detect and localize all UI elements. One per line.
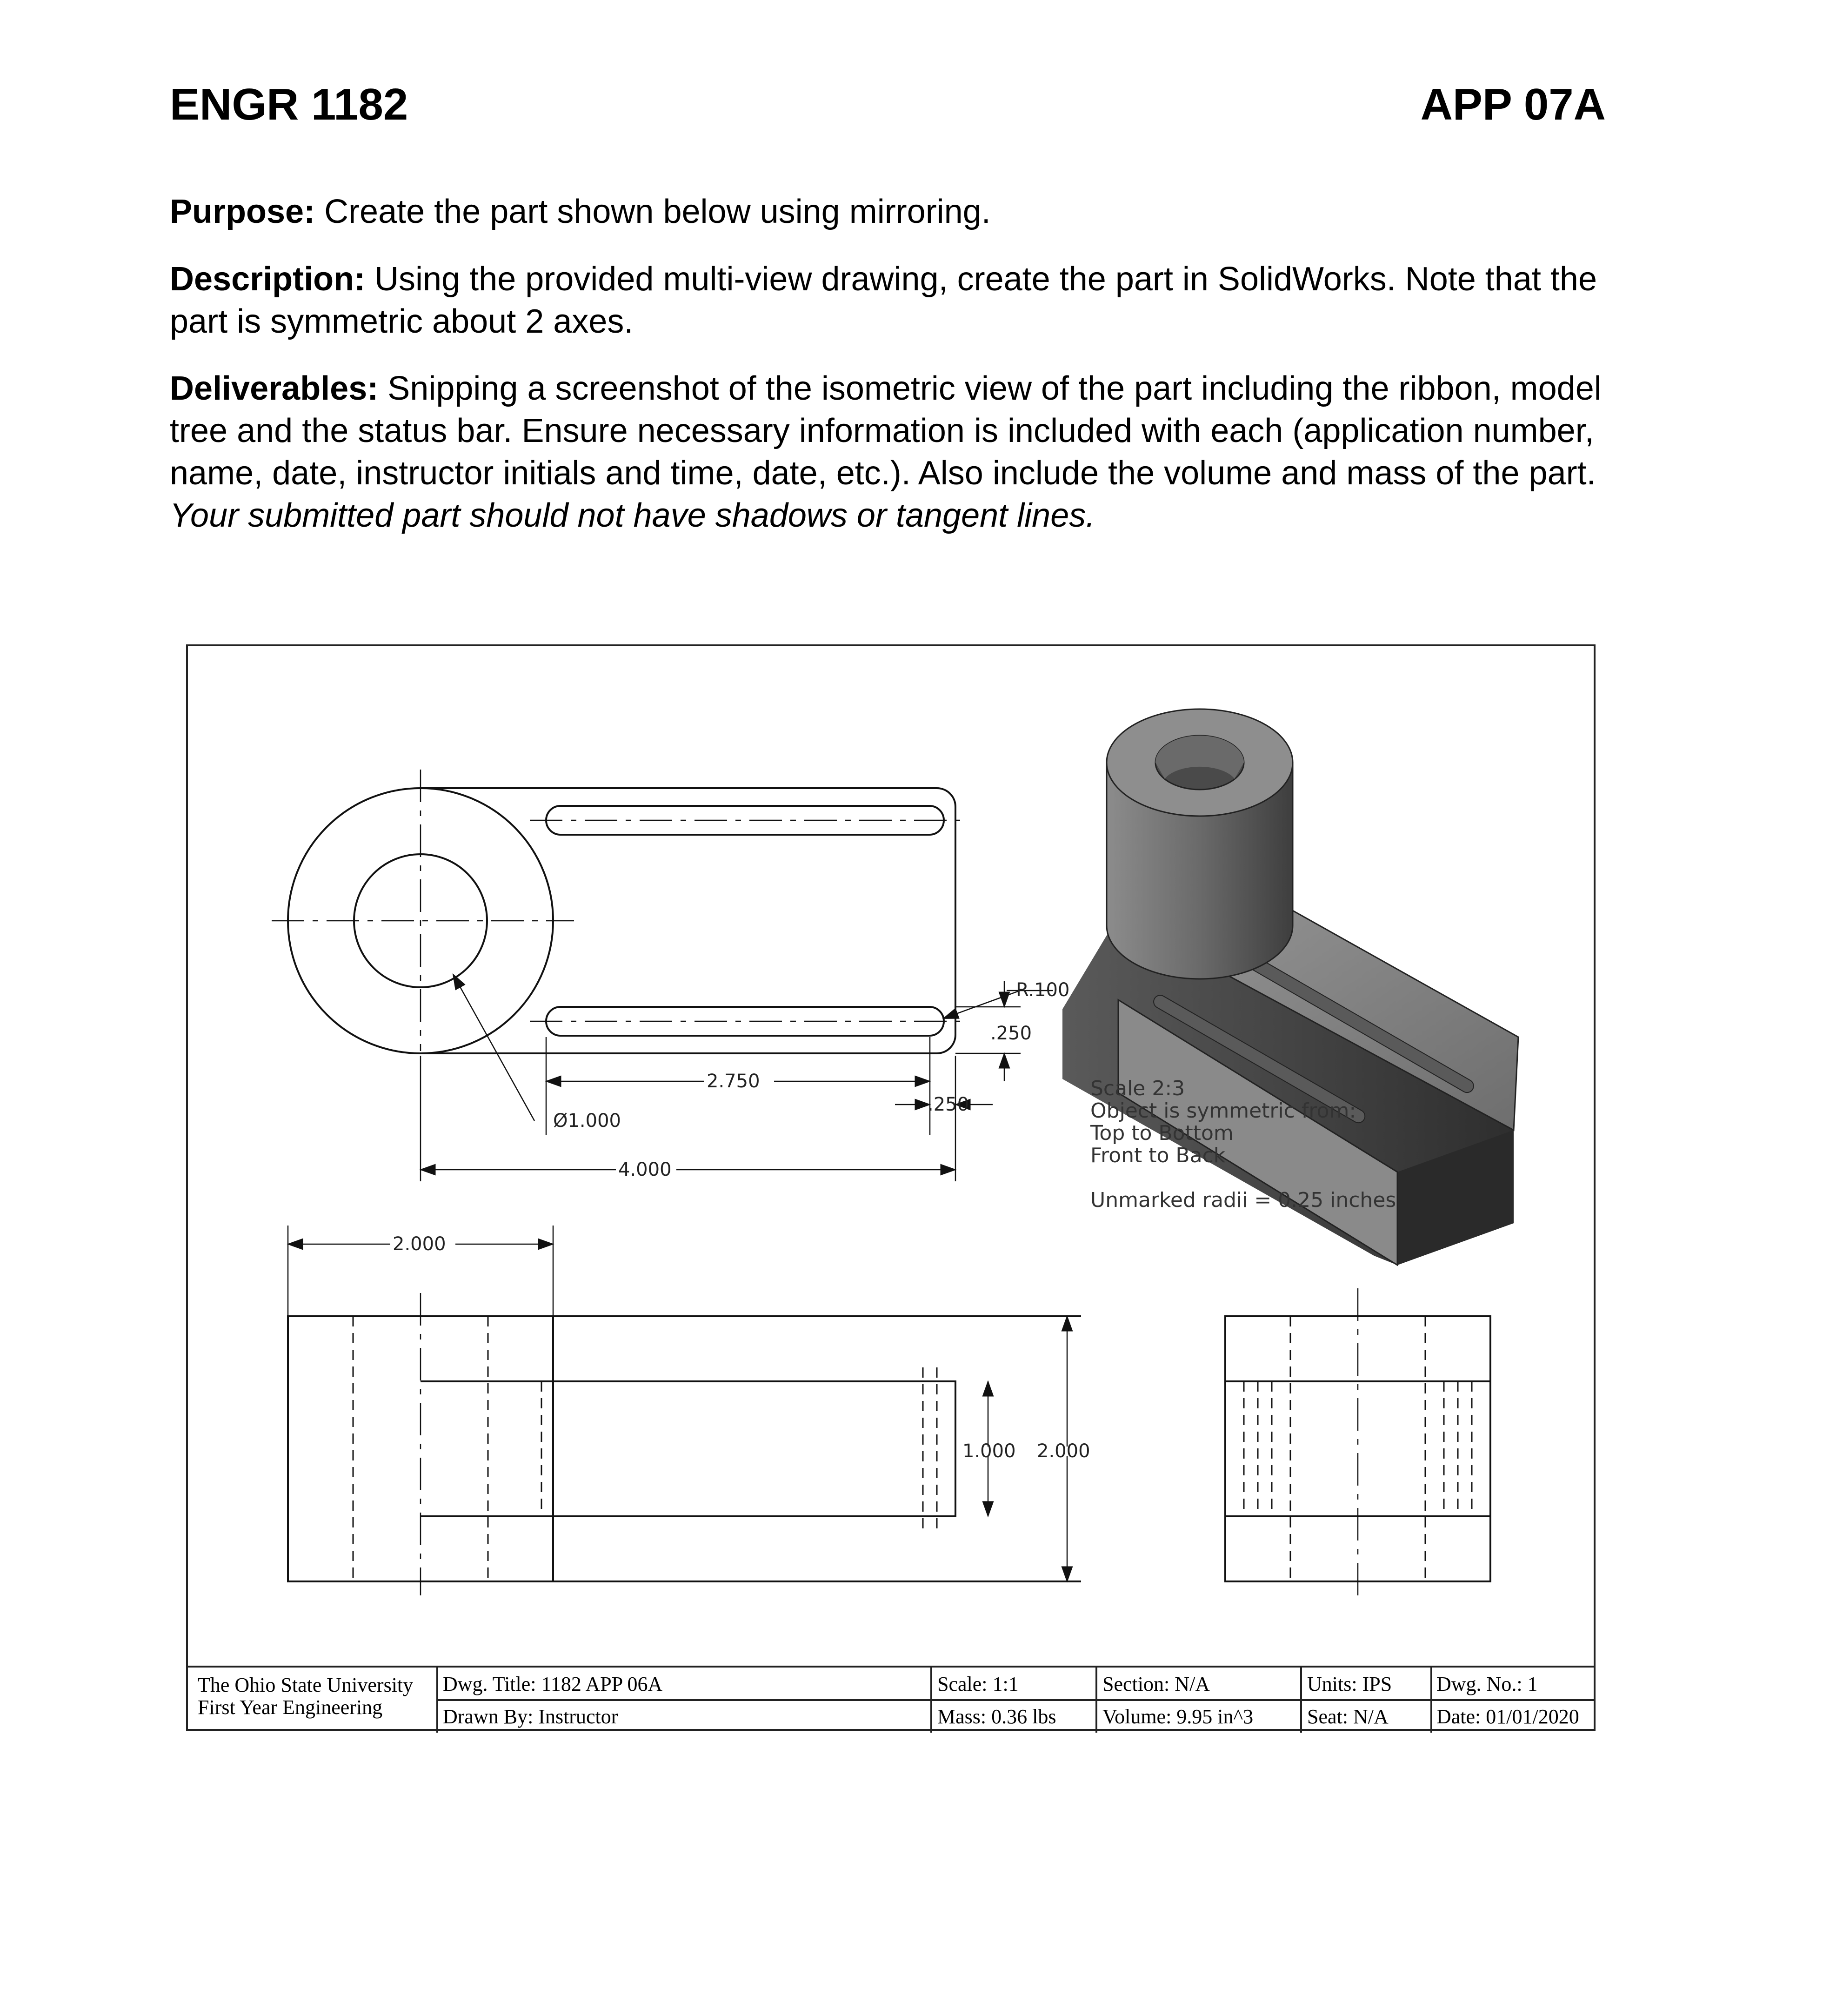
dwg-title: Dwg. Title: 1182 APP 06A [443, 1673, 663, 1695]
r100-label: R.100 [1016, 979, 1070, 1001]
org-line2: First Year Engineering [198, 1696, 383, 1719]
course-code: ENGR 1182 [170, 80, 408, 129]
engineering-drawing [188, 646, 1597, 1733]
section: Section: N/A [1102, 1673, 1210, 1695]
front-arm [421, 1381, 955, 1516]
front-view [288, 1226, 1090, 1595]
description-label: Description: [170, 261, 366, 298]
note-scale: Scale 2:3 [1090, 1077, 1185, 1100]
org-line1: The Ohio State University [198, 1674, 414, 1696]
seat: Seat: N/A [1307, 1705, 1389, 1728]
top-view [272, 770, 1069, 1181]
side-view [1225, 1288, 1490, 1595]
scale: Scale: 1:1 [937, 1673, 1019, 1695]
slot-width-label: .250 [990, 1023, 1032, 1044]
description-text: Using the provided multi-view drawing, create the part in SolidWorks. Note that the part is symmetric about 2 axes. [170, 261, 1597, 340]
date: Date: 01/01/2020 [1436, 1705, 1579, 1728]
d2750-label: 2.750 [707, 1071, 760, 1092]
drawing-sheet [186, 644, 1596, 1731]
deliverables-text: Snipping a screenshot of the isometric view of the part including the ribbon, model tree and the status bar. Ensure necessary information is included with each (application number, name, date, instructor initials and time, date, etc.). Also include the volume and mass of the part. [170, 370, 1602, 492]
note-symmetric: Object is symmetric from: [1090, 1099, 1356, 1123]
title-block [186, 1666, 1596, 1733]
d250-end-label: .250 [928, 1094, 969, 1115]
purpose-paragraph [170, 191, 1612, 233]
deliverables-paragraph [170, 368, 1612, 537]
note-front-back: Front to Back [1090, 1144, 1226, 1167]
description-paragraph [170, 258, 1612, 343]
d4000-label: 4.000 [618, 1159, 672, 1180]
deliverables-label: Deliverables: [170, 370, 379, 407]
note-top-bottom: Top to Bottom [1090, 1121, 1234, 1145]
mass: Mass: 0.36 lbs [937, 1705, 1056, 1728]
d1000-label: 1.000 [962, 1440, 1016, 1462]
note-radii: Unmarked radii = 0.25 inches [1090, 1188, 1396, 1212]
d2000-top-label: 2.000 [393, 1233, 446, 1255]
purpose-label: Purpose: [170, 193, 315, 230]
isometric-view [1062, 709, 1518, 1265]
purpose-text: Create the part shown below using mirroring. [324, 193, 991, 230]
dwg-no: Dwg. No.: 1 [1436, 1673, 1538, 1695]
dia-leader [453, 974, 534, 1121]
units: Units: IPS [1307, 1673, 1392, 1695]
d2000-front-label: 2.000 [1037, 1440, 1090, 1462]
drawn-by: Drawn By: Instructor [443, 1705, 618, 1728]
deliverables-italic-note: Your submitted part should not have shadows or tangent lines. [170, 497, 1095, 534]
volume: Volume: 9.95 in^3 [1102, 1705, 1254, 1728]
dia-label: Ø1.000 [553, 1110, 621, 1132]
assignment-code: APP 07A [1420, 80, 1606, 129]
